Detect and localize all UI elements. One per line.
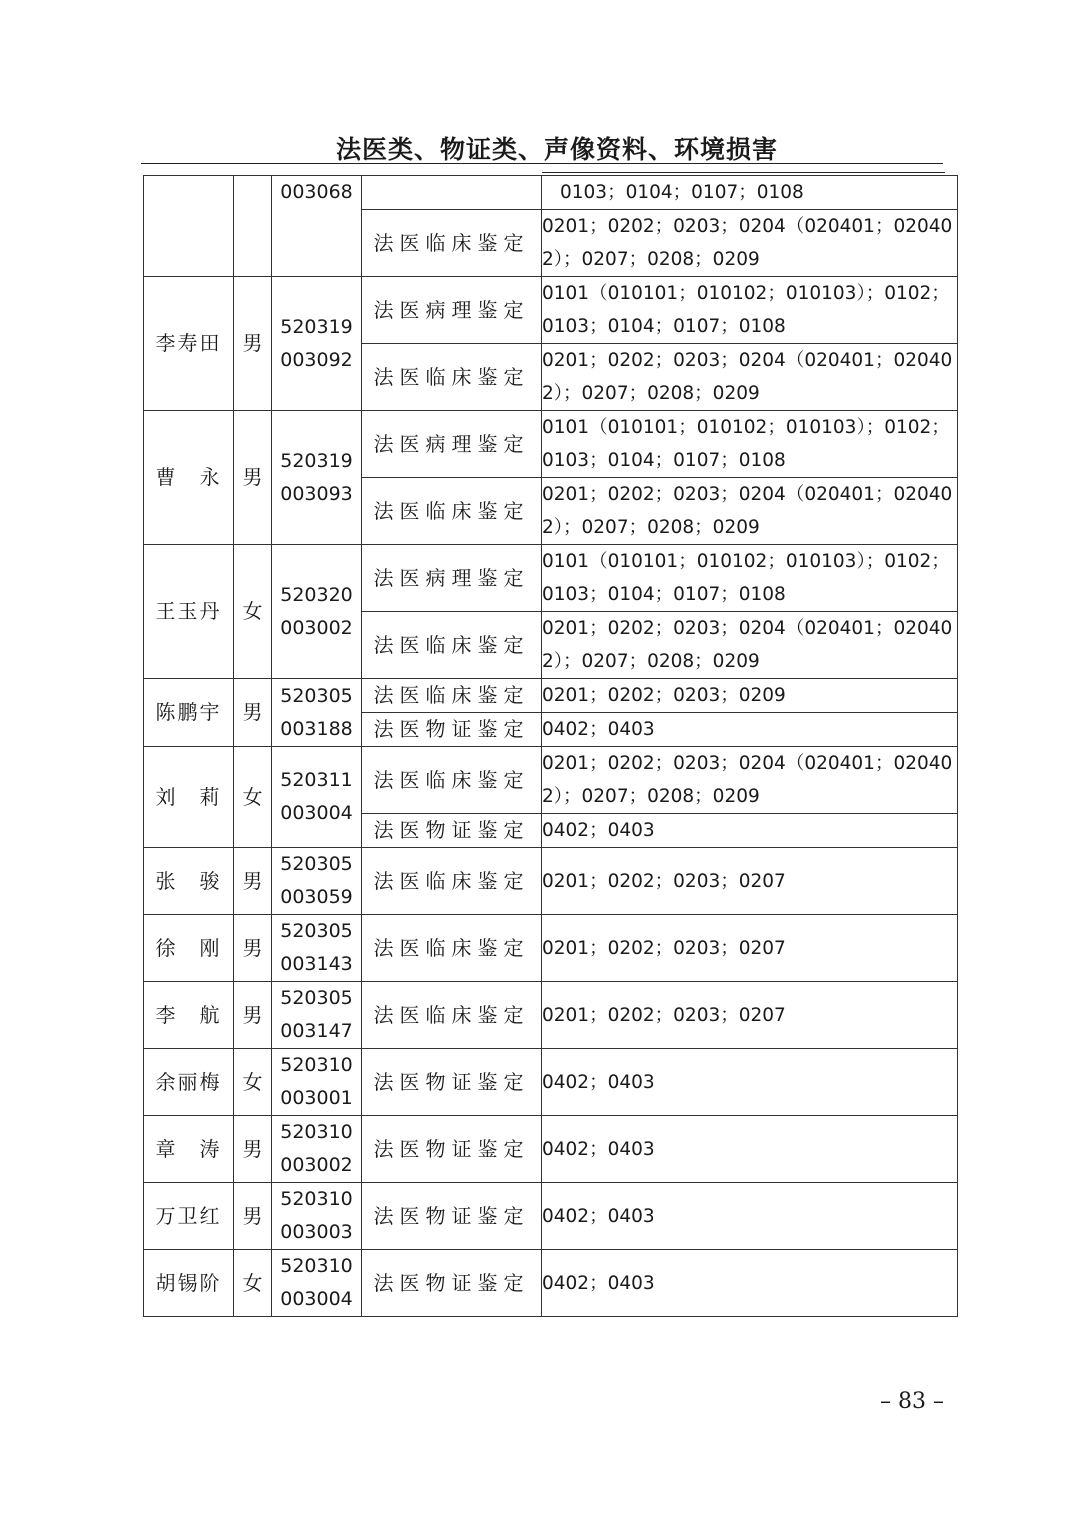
appraisal-scope: 0201；0202；0203；0207 — [542, 982, 958, 1049]
examiner-gender: 男 — [234, 848, 272, 915]
appraisal-category: 法医临床鉴定 — [362, 848, 542, 915]
examiner-gender: 男 — [234, 982, 272, 1049]
table-row — [144, 1049, 958, 1116]
examiner-name — [144, 176, 234, 277]
license-number-part: 003092 — [280, 348, 353, 371]
license-number-part: 520320 — [280, 583, 353, 606]
appraisal-scope: 0101（010101；010102；010103）；0102；0103；0104；0107；0108 — [542, 411, 958, 478]
page-title: 法医类、物证类、声像资料、环境损害 — [335, 135, 778, 164]
license-number — [272, 1049, 362, 1116]
examiner-name: 李 航 — [144, 982, 234, 1049]
license-number — [272, 848, 362, 915]
appraisal-scope: 0101（010101；010102；010103）；0102；0103；0104；0107；0108 — [542, 545, 958, 612]
appraisal-scope: 0103；0104；0107；0108 — [542, 176, 958, 210]
header-rule — [141, 163, 943, 164]
license-number-part: 003147 — [280, 1020, 353, 1042]
appraisal-category: 法医临床鉴定 — [362, 344, 542, 411]
appraisal-scope: 0402；0403 — [542, 1250, 958, 1317]
license-number-part: 003188 — [280, 717, 353, 740]
appraisal-scope: 0402；0403 — [542, 1183, 958, 1250]
table-row — [144, 1250, 958, 1317]
appraisal-scope: 0201；0202；0203；0204（020401；020402）；0207；0208；0209 — [542, 478, 958, 545]
license-number-part: 003003 — [280, 1221, 353, 1243]
appraisal-category: 法医物证鉴定 — [362, 713, 542, 747]
license-number — [272, 1250, 362, 1317]
appraisal-category: 法医物证鉴定 — [362, 1049, 542, 1116]
appraisal-category: 法医临床鉴定 — [362, 982, 542, 1049]
appraisal-scope: 0201；0202；0203；0204（020401；020402）；0207；0208；0209 — [542, 344, 958, 411]
appraisal-category: 法医临床鉴定 — [362, 612, 542, 679]
appraisal-category: 法医临床鉴定 — [362, 478, 542, 545]
table-row — [144, 411, 958, 478]
appraisal-scope: 0402；0403 — [542, 1116, 958, 1183]
license-number — [272, 411, 362, 545]
table-row — [144, 848, 958, 915]
license-number-part: 520310 — [280, 1054, 353, 1076]
table-row — [144, 1183, 958, 1250]
examiner-name: 刘 莉 — [144, 747, 234, 848]
table-row — [144, 545, 958, 612]
appraisal-scope: 0201；0202；0203；0204（020401；020402）；0207；0208；0209 — [542, 747, 958, 814]
examiner-gender: 女 — [234, 545, 272, 679]
examiner-table — [143, 175, 958, 1317]
examiner-gender: 女 — [234, 747, 272, 848]
appraisal-category: 法医病理鉴定 — [362, 545, 542, 612]
examiner-gender: 男 — [234, 411, 272, 545]
examiner-gender: 男 — [234, 915, 272, 982]
examiner-name: 余丽梅 — [144, 1049, 234, 1116]
appraisal-scope: 0402；0403 — [542, 1049, 958, 1116]
examiner-gender: 女 — [234, 1250, 272, 1317]
examiner-name: 李寿田 — [144, 277, 234, 411]
license-number — [272, 915, 362, 982]
table-row — [144, 1116, 958, 1183]
examiner-gender: 男 — [234, 277, 272, 411]
examiner-name: 章 涛 — [144, 1116, 234, 1183]
examiner-name: 曹 永 — [144, 411, 234, 545]
examiner-gender: 男 — [234, 1183, 272, 1250]
table-row — [144, 277, 958, 344]
appraisal-scope: 0201；0202；0203；0204（020401；020402）；0207；0208；0209 — [542, 612, 958, 679]
examiner-gender: 男 — [234, 1116, 272, 1183]
page-number: – 83 – — [880, 1389, 944, 1414]
appraisal-category: 法医临床鉴定 — [362, 679, 542, 713]
appraisal-scope: 0101（010101；010102；010103）；0102；0103；0104；0107；0108 — [542, 277, 958, 344]
table-row — [144, 915, 958, 982]
examiner-name: 胡锡阶 — [144, 1250, 234, 1317]
license-number-part: 003068 — [280, 181, 353, 203]
appraisal-category — [362, 176, 542, 210]
appraisal-scope: 0201；0202；0203；0207 — [542, 848, 958, 915]
license-number-part: 003002 — [280, 616, 353, 639]
appraisal-category: 法医物证鉴定 — [362, 814, 542, 848]
appraisal-category: 法医病理鉴定 — [362, 411, 542, 478]
examiner-name: 陈鹏宇 — [144, 679, 234, 747]
license-number — [272, 1116, 362, 1183]
appraisal-category: 法医物证鉴定 — [362, 1250, 542, 1317]
examiner-gender: 女 — [234, 1049, 272, 1116]
examiner-name: 张 骏 — [144, 848, 234, 915]
appraisal-scope: 0201；0202；0203；0209 — [542, 679, 958, 713]
license-number-part: 003004 — [280, 802, 353, 824]
appraisal-category: 法医物证鉴定 — [362, 1183, 542, 1250]
license-number-part: 520305 — [280, 920, 353, 942]
license-number — [272, 176, 362, 277]
examiner-name: 徐 刚 — [144, 915, 234, 982]
appraisal-scope: 0201；0202；0203；0204（020401；020402）；0207；0208；0209 — [542, 210, 958, 277]
license-number-part: 520310 — [280, 1255, 353, 1277]
license-number — [272, 1183, 362, 1250]
examiner-name: 王玉丹 — [144, 545, 234, 679]
appraisal-category: 法医病理鉴定 — [362, 277, 542, 344]
table-row — [144, 679, 958, 713]
license-number-part: 003059 — [280, 886, 353, 908]
license-number — [272, 679, 362, 747]
examiner-gender: 男 — [234, 679, 272, 747]
appraisal-category: 法医临床鉴定 — [362, 210, 542, 277]
license-number-part: 003001 — [280, 1087, 353, 1109]
license-number-part: 520311 — [280, 769, 353, 791]
appraisal-scope: 0201；0202；0203；0207 — [542, 915, 958, 982]
appraisal-category: 法医物证鉴定 — [362, 1116, 542, 1183]
examiner-name: 万卫红 — [144, 1183, 234, 1250]
table-row — [144, 747, 958, 814]
table-row — [144, 982, 958, 1049]
license-number-part: 520305 — [280, 987, 353, 1009]
license-number — [272, 982, 362, 1049]
license-number-part: 003004 — [280, 1288, 353, 1310]
license-number-part: 003002 — [280, 1154, 353, 1176]
license-number-part: 003143 — [280, 953, 353, 975]
license-number — [272, 277, 362, 411]
license-number — [272, 545, 362, 679]
license-number-part: 520305 — [280, 853, 353, 875]
license-number-part: 520310 — [280, 1121, 353, 1143]
header-rule-secondary — [542, 172, 945, 173]
examiner-gender — [234, 176, 272, 277]
appraisal-category: 法医临床鉴定 — [362, 915, 542, 982]
license-number-part: 003093 — [280, 482, 353, 505]
license-number-part: 520319 — [280, 315, 353, 338]
license-number-part: 520319 — [280, 449, 353, 472]
license-number-part: 520305 — [280, 684, 353, 707]
table-row — [144, 176, 958, 210]
license-number-part: 520310 — [280, 1188, 353, 1210]
appraisal-category: 法医临床鉴定 — [362, 747, 542, 814]
appraisal-scope: 0402；0403 — [542, 814, 958, 848]
license-number — [272, 747, 362, 848]
table-body — [144, 176, 958, 1317]
appraisal-scope: 0402；0403 — [542, 713, 958, 747]
